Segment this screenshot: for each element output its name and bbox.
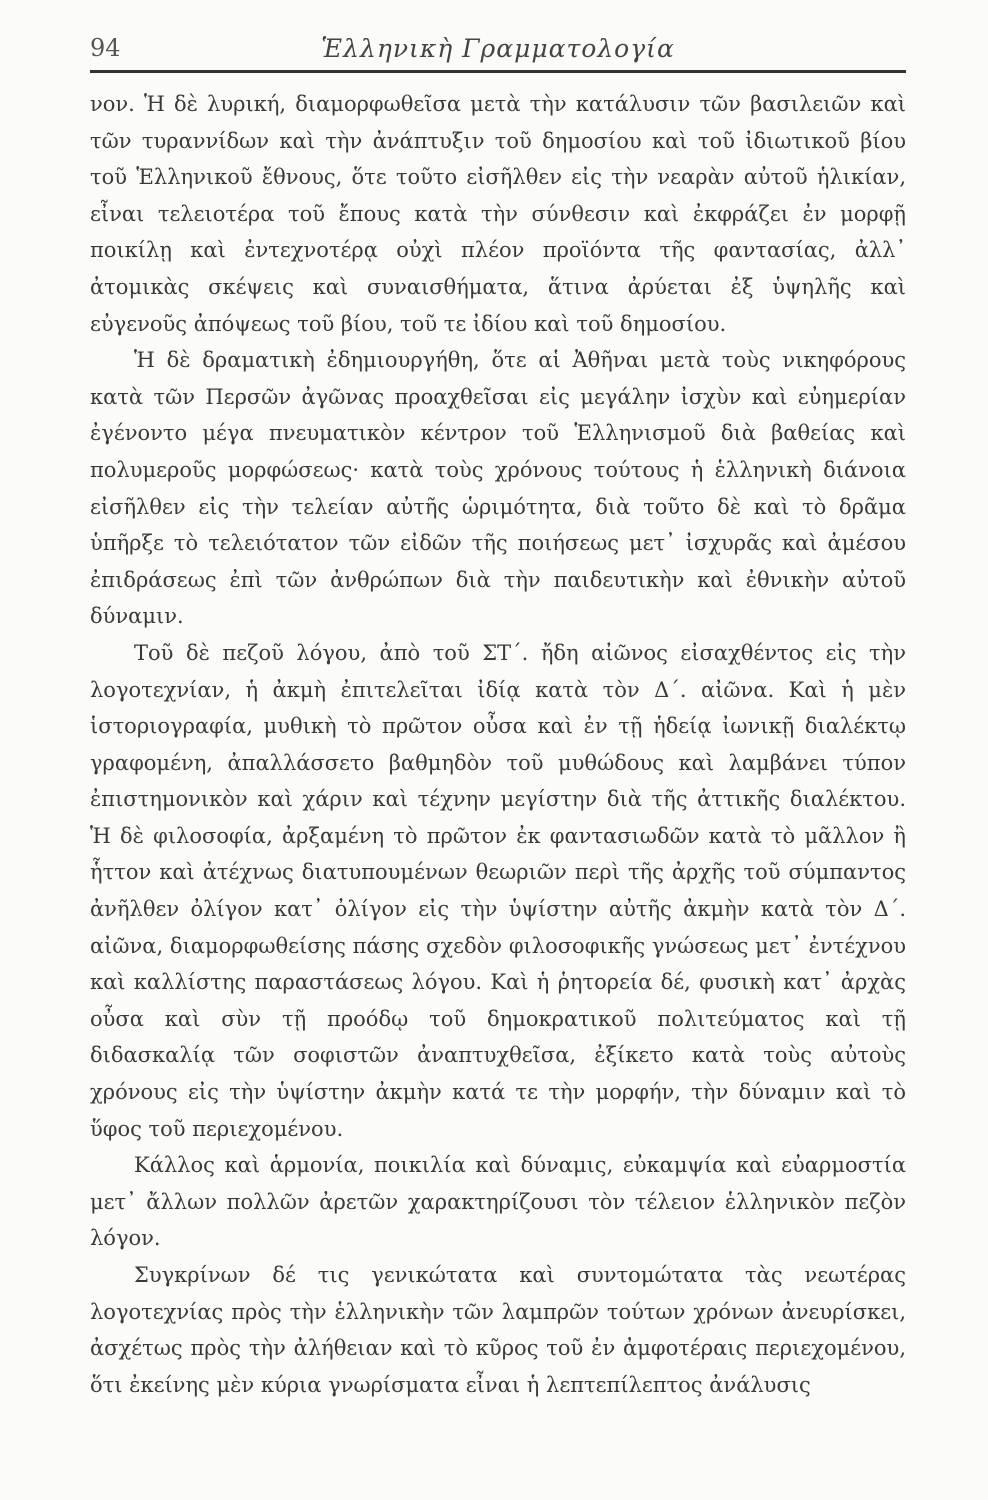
paragraph-comparison: Συγκρίνων δέ τις γενικώτατα καὶ συντομώτατα τὰς νεωτέρας λογοτεχνίας πρὸς τὴν ἑλληνικὴν τῶν λαμπρῶν τούτων χρόνων ἀνευρίσκει, ἀσχέτως πρὸς τὴν ἀλήθειαν καὶ τὸ κῦρος τοῦ ἐν ἀμφοτέραις περιεχομένου, ὅτι ἐκείνης μὲν κύρια γνωρίσματα εἶναι ἡ λεπτεπίλεπτος ἀνάλυσις — [90, 1263, 906, 1397]
running-title: Ἑλληνικὴ Γραμματολογία — [321, 34, 675, 63]
paragraph-drama: Ἡ δὲ δραματικὴ ἐδημιουργήθη, ὅτε αἱ Ἀθῆναι μετὰ τοὺς νικηφόρους κατὰ τῶν Περσῶν ἀγῶνας προαχθεῖσαι εἰς μεγάλην ἰσχὺν καὶ εὐημερίαν ἐγένοντο μέγα πνευματικὸν κέντρον τοῦ Ἑλληνισμοῦ διὰ βαθείας καὶ πολυμεροῦς μορφώσεως· κατὰ τοὺς χρόνους τούτους ἡ ἑλληνικὴ διάνοια εἰσῆλθεν εἰς τὴν τελείαν αὐτῆς ὡριμότητα, διὰ τοῦτο δὲ καὶ τὸ δρᾶμα ὑπῆρξε τὸ τελειότατον τῶν εἰδῶν τῆς ποιήσεως μετ᾽ ἰσχυρᾶς καὶ ἀμέσου ἐπιδράσεως ἐπὶ τῶν ἀνθρώπων διὰ τὴν παιδευτικὴν καὶ ἐθνικὴν αὐτοῦ δύναμιν. — [90, 348, 906, 629]
page-header — [90, 28, 906, 68]
paragraph-beauty: Κάλλος καὶ ἁρμονία, ποικιλία καὶ δύναμις, εὐκαμψία καὶ εὐαρμοστία μετ᾽ ἄλλων πολλῶν ἀρετῶν χαρακτηρίζουσι τὸν τέλειον ἑλληνικὸν πεζὸν λόγον. — [90, 1153, 906, 1251]
paragraph-prose: Τοῦ δὲ πεζοῦ λόγου, ἀπὸ τοῦ ΣΤ΄. ἤδη αἰῶνος εἰσαχθέντος εἰς τὴν λογοτεχνίαν, ἡ ἀκμὴ ἐπιτελεῖται ἰδίᾳ κατὰ τὸν Δ΄. αἰῶνα. Καὶ ἡ μὲν ἱστοριογραφία, μυθικὴ τὸ πρῶτον οὖσα καὶ ἐν τῇ ἡδείᾳ ἰωνικῇ διαλέκτῳ γραφομένη, ἀπαλλάσσετο βαθμηδὸν τοῦ μυθώδους καὶ λαμβάνει τύπον ἐπιστημονικὸν καὶ χάριν καὶ τέχνην μεγίστην διὰ τῆς ἀττικῆς διαλέκτου. Ἡ δὲ φιλοσοφία, ἀρξαμένη τὸ πρῶτον ἐκ φαντασιωδῶν κατὰ τὸ μᾶλλον ἢ ἧττον καὶ ἀτέχνως διατυπουμένων θεωριῶν περὶ τῆς ἀρχῆς τοῦ σύμπαντος ἀνῆλθεν ὀλίγον κατ᾽ ὀλίγον εἰς τὴν ὑψίστην αὐτῆς ἀκμὴν κατὰ τὸν Δ΄. αἰῶνα, διαμορφωθείσης πάσης σχεδὸν φιλοσοφικῆς γνώσεως μετ᾽ ἐντέχνου καὶ καλλίστης παραστάσεως λόγου. Καὶ ἡ ῥητορεία δέ, φυσικὴ κατ᾽ ἀρχὰς οὖσα καὶ σὺν τῇ προόδῳ τοῦ δημοκρατικοῦ πολιτεύματος καὶ τῇ διδασκαλίᾳ τῶν σοφιστῶν ἀναπτυχθεῖσα, ἐξίκετο κατὰ τοὺς αὐτοὺς χρόνους εἰς τὴν ὑψίστην ἀκμὴν κατά τε τὴν μορφήν, τὴν δύναμιν καὶ τὸ ὕφος τοῦ περιεχομένου. — [90, 640, 906, 1141]
paragraph-lyric: νον. Ἡ δὲ λυρική, διαμορφωθεῖσα μετὰ τὴν κατάλυσιν τῶν βασιλειῶν καὶ τῶν τυραννίδων καὶ τὴν ἀνάπτυξιν τοῦ δημοσίου καὶ τοῦ ἰδιωτικοῦ βίου τοῦ Ἑλληνικοῦ ἔθνους, ὅτε τοῦτο εἰσῆλθεν εἰς τὴν νεαρὰν αὐτοῦ ἡλικίαν, εἶναι τελειοτέρα τοῦ ἔπους κατὰ τὴν σύνθεσιν καὶ ἐκφράζει ἐν μορφῇ ποικίλῃ καὶ ἐντεχνοτέρᾳ οὐχὶ πλέον προϊόντα τῆς φαντασίας, ἀλλ᾽ ἀτομικὰς σκέψεις καὶ συναισθήματα, ἅτινα ἀρύεται ἐξ ὑψηλῆς καὶ εὐγενοῦς ἀπόψεως τοῦ βίου, τοῦ τε ἰδίου καὶ τοῦ δημοσίου. — [90, 92, 906, 336]
body-text — [90, 86, 906, 1403]
page-number: 94 — [90, 34, 121, 62]
header-rule — [90, 70, 906, 73]
